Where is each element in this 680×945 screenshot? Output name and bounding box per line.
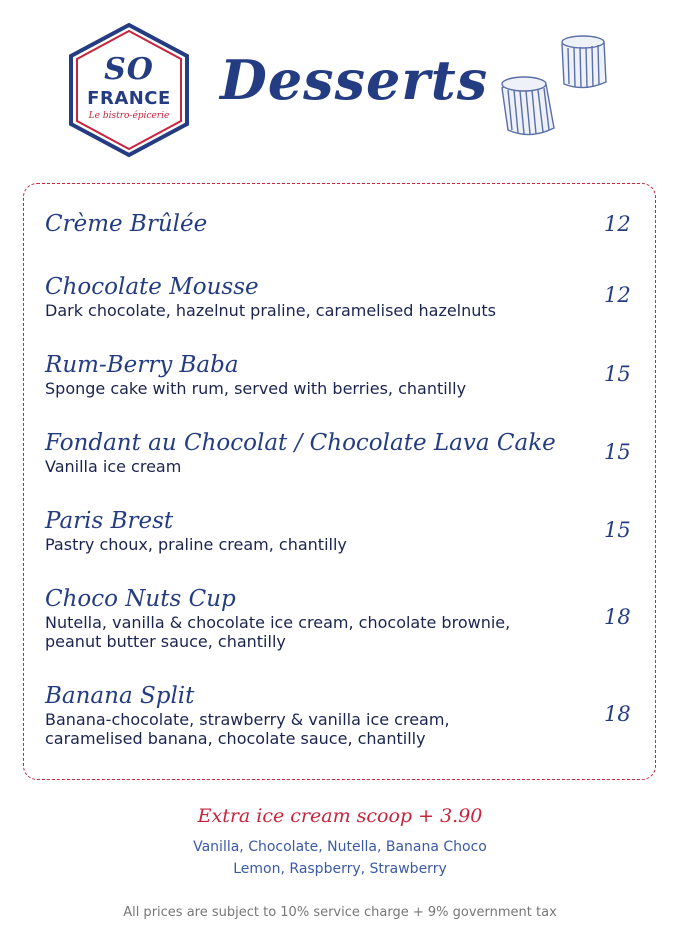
- item-name: Rum-Berry Baba: [45, 352, 239, 378]
- menu-item: [45, 585, 645, 651]
- item-description: Dark chocolate, hazelnut praline, caramelised hazelnuts: [45, 301, 497, 320]
- item-price: 18: [604, 702, 631, 726]
- menu-item: [45, 429, 645, 476]
- item-description-line: peanut butter sauce, chantilly: [45, 632, 286, 651]
- item-price: 15: [604, 362, 631, 386]
- logo-text-france: FRANCE: [87, 88, 171, 109]
- item-price: 18: [604, 605, 631, 629]
- item-name: Chocolate Mousse: [45, 274, 259, 300]
- page-title: Desserts: [220, 48, 489, 112]
- menu-item: [45, 507, 645, 554]
- item-description-line: Nutella, vanilla & chocolate ice cream, chocolate brownie,: [45, 613, 511, 632]
- extra-flavours-line: Lemon, Raspberry, Strawberry: [233, 861, 447, 877]
- menu-item: [45, 351, 645, 398]
- item-name: Fondant au Chocolat / Chocolate Lava Cake: [45, 430, 556, 456]
- brand-logo: [66, 22, 192, 158]
- item-description: Pastry choux, praline cream, chantilly: [45, 535, 347, 554]
- item-name: Paris Brest: [45, 508, 174, 534]
- item-description-line: Banana-chocolate, strawberry & vanilla ice cream,: [45, 710, 450, 729]
- item-price: 12: [604, 283, 631, 307]
- logo-text-so: SO: [104, 52, 154, 87]
- extra-scoop-title: Extra ice cream scoop + 3.90: [197, 805, 483, 827]
- menu-item: [45, 682, 645, 748]
- price-disclaimer: All prices are subject to 10% service charge + 9% government tax: [123, 905, 557, 920]
- item-price: 15: [604, 518, 631, 542]
- item-price: 15: [604, 440, 631, 464]
- item-name: Choco Nuts Cup: [45, 586, 236, 612]
- item-description-line: caramelised banana, chocolate sauce, chantilly: [45, 729, 426, 748]
- menu-item: [45, 210, 645, 238]
- item-description: Vanilla ice cream: [45, 457, 182, 476]
- extra-flavours-line: Vanilla, Chocolate, Nutella, Banana Choco: [193, 839, 487, 855]
- item-price: 12: [604, 212, 631, 236]
- menu-item: [45, 273, 645, 320]
- canele-illustration: [496, 30, 616, 146]
- logo-tagline: Le bistro-épicerie: [88, 111, 170, 121]
- item-description: Sponge cake with rum, served with berries, chantilly: [45, 379, 467, 398]
- item-name: Banana Split: [45, 683, 195, 709]
- item-name: Crème Brûlée: [45, 211, 208, 237]
